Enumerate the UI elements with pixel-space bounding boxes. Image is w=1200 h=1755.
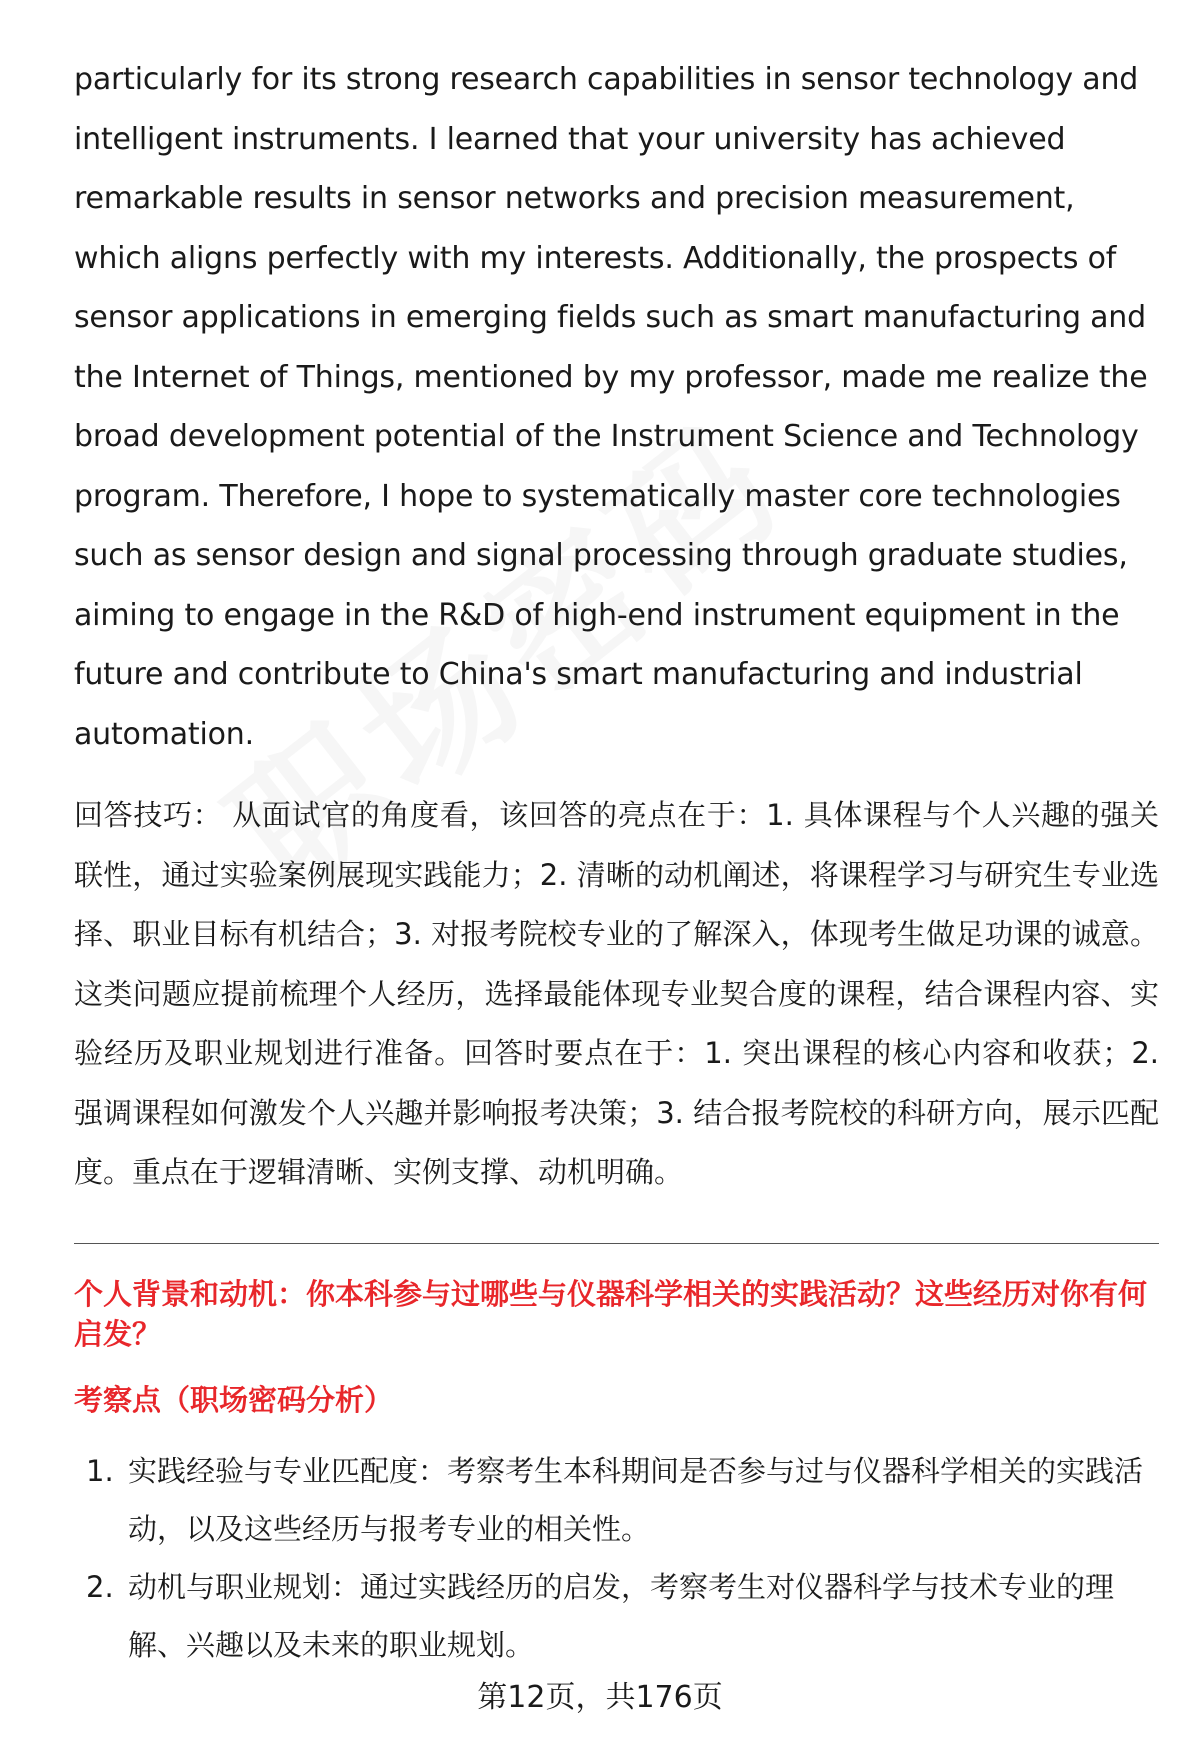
page-content bbox=[74, 50, 1159, 1674]
intro-paragraph: particularly for its strong research capabilities in sensor technology and intelligent instruments. I learned that your university has achieved remarkable results in sensor networks and precision measurement, which aligns perfectly with my interests. Additionally, the prospects of sensor applications in emerging fields such as smart manufacturing and the Internet of Things, mentioned by my professor, made me realize the broad development potential of the Instrument Science and Technology program. Therefore, I hope to systematically master core technologies such as sensor design and signal processing through graduate studies, aiming to engage in the R&D of high-end instrument equipment in the future and contribute to China's smart manufacturing and industrial automation. bbox=[74, 62, 1148, 752]
page-footer: 第12页，共176页 bbox=[477, 1680, 723, 1715]
list-item-number: 2. bbox=[86, 1569, 114, 1604]
list-item bbox=[74, 1442, 1159, 1558]
list-item-text: 实践经验与专业匹配度：考察考生本科期间是否参与过与仪器科学相关的实践活动，以及这些经历与报考专业的相关性。 bbox=[128, 1453, 1144, 1546]
assessment-points-list bbox=[74, 1442, 1159, 1674]
section-divider bbox=[74, 1243, 1159, 1244]
list-item bbox=[74, 1558, 1159, 1674]
answer-tips-paragraph: 回答技巧： 从面试官的角度看，该回答的亮点在于：1. 具体课程与个人兴趣的强关联性，通过实验案例展现实践能力；2. 清晰的动机阐述，将课程学习与研究生专业选择、职业目标有机结合；3. 对报考院校专业的了解深入，体现考生做足功课的诚意。这类问题应提前梳理个人经历，选择最能体现专业契合度的课程，结合课程内容、实验经历及职业规划进行准备。回答时要点在于：1. 突出课程的核心内容和收获；2. 强调课程如何激发个人兴趣并影响报考决策；3. 结合报考院校的科研方向，展示匹配度。重点在于逻辑清晰、实例支撑、动机明确。 bbox=[74, 798, 1159, 1189]
assessment-points-heading: 考察点（职场密码分析） bbox=[74, 1382, 394, 1417]
list-item-text: 动机与职业规划：通过实践经历的启发，考察考生对仪器科学与技术专业的理解、兴趣以及未来的职业规划。 bbox=[128, 1569, 1115, 1662]
list-item-number: 1. bbox=[86, 1453, 114, 1488]
question-heading: 个人背景和动机：你本科参与过哪些与仪器科学相关的实践活动？这些经历对你有何启发？ bbox=[74, 1276, 1148, 1351]
